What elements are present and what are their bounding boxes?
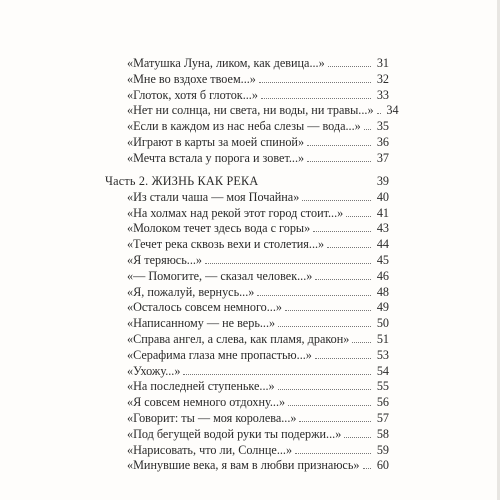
toc-section-1 bbox=[105, 56, 399, 167]
toc-entry-title: «Глоток, хотя б глоток...» bbox=[127, 87, 258, 102]
dot-leader bbox=[259, 82, 371, 83]
toc-entry bbox=[105, 443, 389, 459]
dot-leader bbox=[363, 468, 372, 469]
toc-entry-page: 57 bbox=[376, 410, 389, 425]
toc-entry-page: 59 bbox=[376, 442, 389, 457]
toc-entry-title: «Под бегущей водой руки ты подержи...» bbox=[127, 426, 342, 441]
toc-entry-title: «На холмах над рекой этот город стоит...» bbox=[127, 205, 344, 220]
toc-entry-page: 49 bbox=[376, 300, 389, 315]
dot-leader bbox=[278, 389, 371, 390]
toc-entry bbox=[105, 72, 389, 88]
dot-leader bbox=[315, 279, 371, 280]
dot-leader bbox=[352, 342, 371, 343]
toc-entry-title: «Из стали чаша — моя Почайна» bbox=[127, 189, 300, 204]
toc-entry-page: 48 bbox=[376, 284, 389, 299]
toc-entry-title: «Я, пожалуй, вернусь...» bbox=[127, 284, 255, 299]
dot-leader bbox=[257, 295, 371, 296]
part-heading-title: Часть 2. ЖИЗНЬ КАК РЕКА bbox=[105, 174, 259, 188]
toc-entry bbox=[105, 135, 389, 151]
toc-entry-title: «Нарисовать, что ли, Солнце...» bbox=[127, 442, 293, 457]
toc-entry bbox=[105, 285, 389, 301]
toc-entry bbox=[105, 253, 389, 269]
dot-leader bbox=[327, 247, 371, 248]
toc-entry-title: «Ухожу...» bbox=[127, 363, 181, 378]
toc-entry-page: 58 bbox=[376, 426, 389, 441]
dot-leader bbox=[307, 161, 371, 162]
toc-entry bbox=[105, 458, 389, 474]
dot-leader bbox=[313, 231, 371, 232]
toc-part-heading bbox=[105, 174, 389, 190]
dot-leader bbox=[285, 310, 371, 311]
toc-entry-title: «Мечта встала у порога и зовет...» bbox=[127, 150, 305, 165]
toc-entry bbox=[105, 300, 389, 316]
toc-entry-title: «Играют в карты за моей спиной» bbox=[127, 134, 305, 149]
dot-leader bbox=[183, 374, 371, 375]
dot-leader bbox=[261, 98, 371, 99]
toc-entry-page: 35 bbox=[376, 119, 389, 134]
toc-entry-page: 44 bbox=[376, 237, 389, 252]
dot-leader bbox=[377, 113, 381, 114]
toc-entry bbox=[105, 119, 389, 135]
dot-leader bbox=[364, 129, 371, 130]
toc-entry-title: «Нет ни солнца, ни света, ни воды, ни травы...» bbox=[127, 103, 374, 118]
toc-entry-page: 41 bbox=[376, 205, 389, 220]
toc-entry-page: 37 bbox=[376, 150, 389, 165]
toc-entry-page: 56 bbox=[376, 395, 389, 410]
toc-entry bbox=[105, 269, 389, 285]
toc-entry-title: «Осталось совсем немного...» bbox=[127, 300, 282, 315]
toc-entry-page: 54 bbox=[376, 363, 389, 378]
toc-entry-page: 32 bbox=[376, 71, 389, 86]
toc-entry bbox=[105, 151, 389, 167]
part-heading-page: 39 bbox=[376, 174, 389, 188]
dot-leader bbox=[344, 437, 371, 438]
dot-leader bbox=[278, 326, 371, 327]
toc-entry-page: 46 bbox=[376, 268, 389, 283]
dot-leader bbox=[205, 263, 371, 264]
toc-entry-page: 33 bbox=[376, 87, 389, 102]
toc-entry bbox=[105, 88, 389, 104]
toc-entry-page: 50 bbox=[376, 316, 389, 331]
dot-leader bbox=[346, 216, 371, 217]
toc-entry-title: «Матушка Луна, ликом, как девица...» bbox=[127, 56, 325, 70]
toc-entry bbox=[105, 316, 389, 332]
toc-entry-title: «Говорит: ты — моя королева...» bbox=[127, 410, 297, 425]
toc-entry-title: «Молоком течет здесь вода с горы» bbox=[127, 221, 311, 236]
toc-entry-page: 36 bbox=[376, 134, 389, 149]
toc-entry bbox=[105, 364, 389, 380]
toc-entry-title: «— Помогите, — сказал человек...» bbox=[127, 268, 313, 283]
toc-entry-title: «Серафима глаза мне пропастью...» bbox=[127, 347, 312, 362]
toc-entry bbox=[105, 103, 399, 119]
toc-entry-title: «На последней ступеньке...» bbox=[127, 379, 275, 394]
toc-entry-title: «Я совсем немного отдохну...» bbox=[127, 395, 286, 410]
dot-leader bbox=[288, 405, 371, 406]
toc-entry-page: 51 bbox=[376, 331, 389, 346]
toc-entry bbox=[105, 427, 389, 443]
toc-entry bbox=[105, 411, 389, 427]
dot-leader bbox=[299, 421, 371, 422]
dot-leader bbox=[315, 358, 371, 359]
toc-entry bbox=[105, 395, 389, 411]
dot-leader bbox=[295, 453, 371, 454]
toc-entry-title: «Написанному — не верь...» bbox=[127, 316, 276, 331]
toc-entry-page: 43 bbox=[376, 221, 389, 236]
toc-entry-page: 45 bbox=[376, 252, 389, 267]
toc-entry-title: «Если в каждом из нас неба слезы — вода...» bbox=[127, 119, 361, 134]
dot-leader bbox=[302, 200, 371, 201]
dot-leader bbox=[328, 66, 371, 67]
toc-entry bbox=[105, 237, 389, 253]
toc-entry-page: 55 bbox=[376, 379, 389, 394]
toc-section-2 bbox=[105, 174, 389, 474]
toc-entry-title: «Течет река сквозь вехи и столетия...» bbox=[127, 237, 325, 252]
toc-entry bbox=[105, 221, 389, 237]
toc-entry-page: 40 bbox=[376, 189, 389, 204]
toc-entry bbox=[105, 206, 389, 222]
toc-entry-page: 60 bbox=[376, 458, 389, 473]
toc-entry-title: «Мне во вздохе твоем...» bbox=[127, 71, 256, 86]
toc-entry bbox=[105, 348, 389, 364]
toc-entry-title: «Справа ангел, а слева, как пламя, дракон» bbox=[127, 331, 350, 346]
toc-entry-page: 34 bbox=[386, 103, 399, 118]
toc-entry-title: «Минувшие века, я вам в любви признаюсь» bbox=[127, 458, 360, 473]
toc-entry bbox=[105, 332, 389, 348]
toc-entry-page: 53 bbox=[376, 347, 389, 362]
toc-entry bbox=[105, 190, 389, 206]
toc-entry bbox=[105, 56, 389, 72]
toc-entry-title: «Я теряюсь...» bbox=[127, 252, 203, 267]
toc-entry bbox=[105, 379, 389, 395]
toc-entry-page: 31 bbox=[376, 56, 389, 70]
dot-leader bbox=[307, 145, 371, 146]
